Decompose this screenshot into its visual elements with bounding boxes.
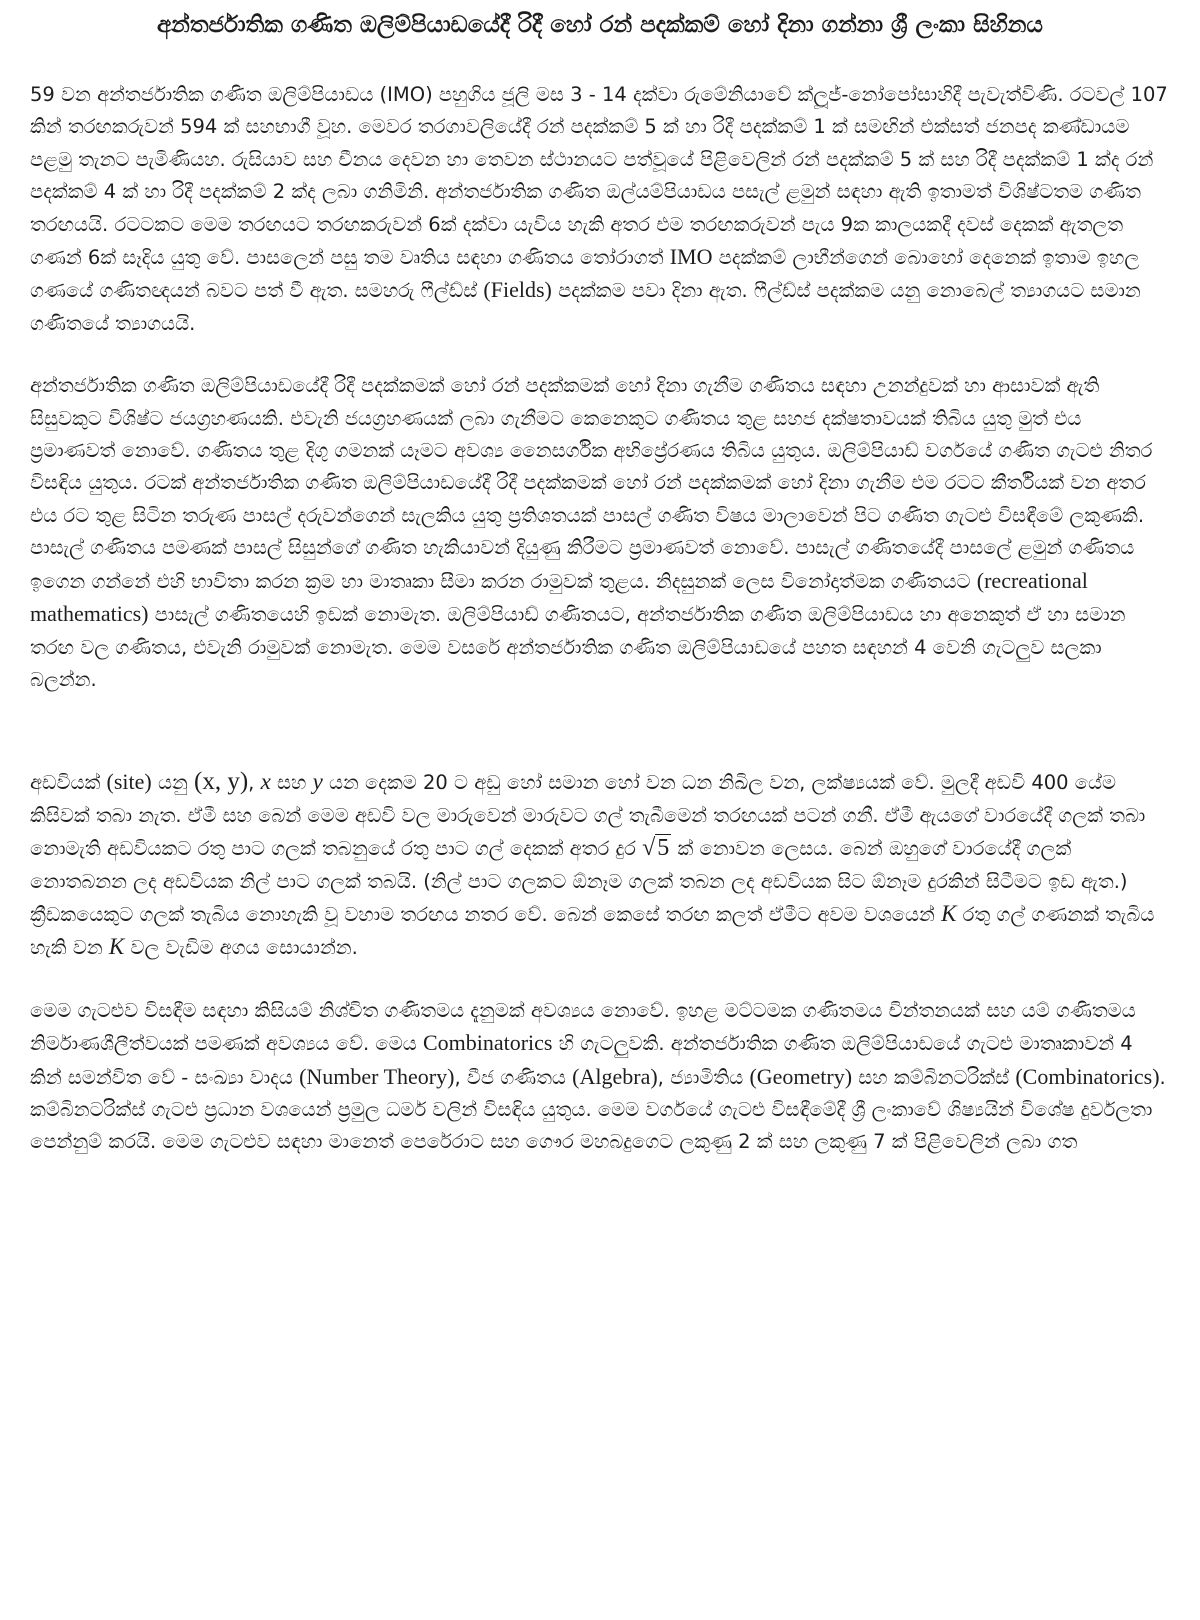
text-run-geometry: (Geometry) (749, 1063, 853, 1089)
text-run: පාසැල් ගණිතයෙහි ඉඩක් නොමැත. ඔලිම්පියාඩ් ගණිතයට, අන්තර්ජාතික ගණිත ඔලිම්පියාඩය හා අනෙකුත් ඒ හා සමාන තරඟ වල ගණිතය, එවැනි රාමුවක් නොමැත. මෙම වසරේ අන්තර්ජාතික ගණිත ඔලිම්පියාඩයේ පහත සඳහන් 4 වෙනි ගැටලුව සලකා බලන්න. (30, 603, 1126, 691)
text-run: , ජ්‍යාමිතිය (657, 1065, 750, 1089)
text-run: සහ (270, 771, 313, 795)
text-run-imo: IMO (669, 244, 713, 270)
text-run-fields: (Fields) (483, 277, 552, 303)
math-variable-y: y (312, 769, 323, 795)
text-run: වල වැඩිම අගය සොයාන්න. (124, 936, 358, 960)
paragraph-medal-dream (30, 370, 1170, 696)
text-run: අඩවියක් (30, 771, 107, 795)
text-run: පදක්කම් ලාභීන්ගෙන් බොහෝ දෙනෙක් ඉතාම ඉහල ගණයේ ගණිතඥයන් බවට පත් වී ඇත. සමහරු ෆීල්ඩ්ස් (30, 246, 1140, 303)
text-run: හි ගැටලුවකි. අන්තර්ජාතික ගණිත ඔලිම්පියාඩයේ ගැටළු මාතෘකාවන් 4 කින් සමන්විත වේ - සංඛ්‍යා වාදය (30, 1032, 1133, 1089)
text-run-algebra: (Algebra) (572, 1063, 658, 1089)
text-run: , (248, 771, 261, 795)
text-run: මෙම ගැටළුව විසඳීම සඳහා කිසියම් නිශ්චිත ගණිතමය දැනුමක් අවශ්‍යය නොවේ. ඉහළ මට්ටමක ගණිතමය චින්තනයක් සහ යම් ගණිතමය නිර්මාණශීලීත්වයක් පමණක් අවශ්‍යය වේ. මෙය (30, 998, 1136, 1056)
text-run: , වීජ ගණිතය (454, 1065, 573, 1089)
paragraph-problem-4-statement (30, 766, 1170, 964)
text-run-recreational-mathematics: (recreational mathematics) (30, 567, 1088, 627)
math-sqrt-5 (642, 834, 671, 861)
paragraph-combinatorics (30, 995, 1170, 1159)
sqrt-symbol: √ (642, 835, 656, 862)
text-run: 59 වන අන්තර්ජාතික ගණිත ඔලිම්පියාඩය (IMO) පහුගිය ජූලි මස 3 - 14 දක්වා රුමේනියාවේ ක්ලූජ්-නෝපෝසාහිදී පැවැත්විණි. රටවල් 107 කින් තරඟකරුවන් 594 ක් සහභාගී වූහ. මෙවර තරගාවලියේදී රන් පදක්කම් 5 ක් හා රිදී පදක්කම් 1 ක් සමඟින් එක්සත් ජනපද කණ්ඩායම පළමු තැනට පැමිණියහ. රුසියාව සහ චීනය දෙවන හා තෙවන ස්ථානයට පත්වූයේ පිළිවෙලින් රන් පදක්කම් 5 ක් සහ රිදී පදක්කම් 1 ක්ද රන් පදක්කම් 4 ක් හා රිදී පදක්කම් 2 ක්ද ලබා ගනිමිනි. අන්තර්ජාතික ගණිත ඔල්යම්පියාඩය පසැල් ළමුන් සඳහා ඇති ඉතාමත් විශිෂ්ටතම ගණිත තරඟයයි. රටටකට මෙම තරඟයට තරඟකරුවන් 6ක් දක්වා යැවිය හැකි අතර එම තරඟකරුවන් පැය 9ක කාලයකදී දවස් දෙකක් ඇතලත ගණන් 6ක් සෑදිය යුතු වේ. පාසලෙන් පසු තම වෘතිය සඳහා ගණිතය තෝරාගත් (30, 83, 1168, 270)
math-variable-x: x (260, 769, 271, 795)
text-run: යන දෙකම 20 ට අඩු හෝ සමාන හෝ වන ධන නිඛිල වන, ලක්ෂ්‍යයක් වේ. මුලදී අඩවි 400 යේම කිසිවක් තබා නැත. ඒමී සහ බෙන් මෙම අඩවි වල මාරුවෙන් මාරුවට ගල් තැබීමෙන් තරඟයක් පටන් ගනී. ඒමී ඇයගේ වාරයේදී ගලක් තබා නොමැති අඩවියකට රතු පාට ගලක් තබනුයේ රතු පාට ගල් දෙකක් අතර දුර (30, 771, 1146, 861)
text-run-number-theory: (Number Theory) (299, 1063, 455, 1089)
sqrt-radicand: 5 (657, 835, 670, 862)
math-coordinate-pair: (x, y) (194, 768, 249, 796)
text-run-site: (site) (106, 769, 152, 795)
text-run: රතු ගල් ගණනක් තැබිය හැකි වන (30, 902, 1155, 960)
text-run-combinatorics: (Combinatorics) (1015, 1063, 1160, 1089)
text-run: සහ කම්බිනටරික්ස් (852, 1065, 1016, 1089)
article-title: අන්තර්ජාතික ගණිත ඔලිම්පියාඩයේදී රිදී හෝ රන් පදක්කම් හෝ දිනා ගන්නා ශ්‍රී ලංකා සිහිනය (157, 12, 1043, 38)
math-variable-k: K (108, 934, 125, 960)
text-run: යනු (151, 771, 195, 795)
text-run: පදක්කම පවා දිනා ඇත. ෆීල්ඩ්ස් පදක්කම යනු නොබෙල් ත්‍යාගයට සමාන ගණිතයේ ත්‍යාගයයි. (30, 279, 1141, 335)
paragraph-imo-2018-results (30, 79, 1170, 340)
text-run: අන්තර්ජාතික ගණිත ඔලිම්පියාඩයේදී රිදී පදක්කමක් හෝ රන් පදක්කමක් හෝ දිනා ගැනීම ගණිතය සඳහා උනන්දුවක් හා ආසාවක් ඇති සිසුවකුට විශිෂ්ට ජයග්‍රහණයකි. එවැනි ජයග්‍රහණයක් ලබා ගැනීමට කෙනෙකුට ගණිතය තුළ සහජ දක්ෂතාවයක් තිබිය යුතු මුත් එය ප්‍රමාණවත් නොවේ. ගණිතය තුළ දිගු ගමනක් යෑමට අවශ්‍ය නෛසර්ගික අභිප්‍රේරණය තිබිය යුතුය. ඔලිම්පියාඩ් වර්ගයේ ගණිත ගැටළු නිතර විසඳිය යුතුය. රටක් අන්තර්ජාතික ගණිත ඔලිම්පියාඩයේදී රිදී පදක්කමක් හෝ රන් පදක්කමක් හෝ දිනා ගැනීම එම රටට කීර්තියක් වන අතර එය රට තුළ සිටින තරුණ පාසල් දරුවන්ගෙන් සැලකිය යුතු ප්‍රතිශතයක් පාසල් ගණිත විෂය මාලාවෙන් පිට ගණිත ගැටළු විසඳීමේ ලකුණකි. පාසැල් ගණිතය පමණක් පාසල් සිසුන්ගේ ගණිත හැකියාවන් දියුණු කිරීමට ප්‍රමාණවත් නොවේ. පාසැල් ගණිතයේදී පාසලේ ළමුන් ගණිතය ඉගෙන ගන්නේ එහි භාවිතා කරන ක්‍රම හා මාතෘකා සීමා කරන රාමුවක් තුළය. නිදසුනක් ලෙස විනෝදාත්මක ගණිතයට (30, 374, 1153, 593)
text-run-combinatorics: Combinatorics (422, 1030, 553, 1056)
text-run: . කම්බිනටරික්ස් ගැටළු ප්‍රධාන වශයෙන් ප්‍රමුල ධර්ම වලින් විසඳිය යුතුය. මෙම වර්ගයේ ගැටළු විසඳීමේදී ශ්‍රී ලංකාවේ ශිෂ්‍යයින් විශේෂ දුර්වලතා පෙන්නුම් කරයි. මෙම ගැටළුව සඳහා මානෙත් පෙරේරාට සහ ගෞර මහබදුගෙට ලකුණු 2 ක් සහ ලකුණු 7 ක් පිළිවෙලින් ලබා ගත (30, 1065, 1166, 1154)
text-run: ක් නොවන ලෙසය. බෙන් ඔහුගේ වාරයේදී ගලක් නොතබනන ලද අඩවියක නිල් පාට ගලක් තබයි. (නිල් පාට ගලකට ඕනෑම ගලක් තබන ලද අඩවියක සිට ඕනෑම දුරකින් සිටීමට ඉඩ ඇත.) ක්‍රීඩකයෙකුට ගලක් තැබිය නොහැකි වූ වහාම තරඟය නතර වේ. බෙන් කෙසේ තරඟ කලත් ඒමීට අවම වශයෙන් (30, 837, 1128, 926)
math-variable-k: K (941, 900, 957, 926)
